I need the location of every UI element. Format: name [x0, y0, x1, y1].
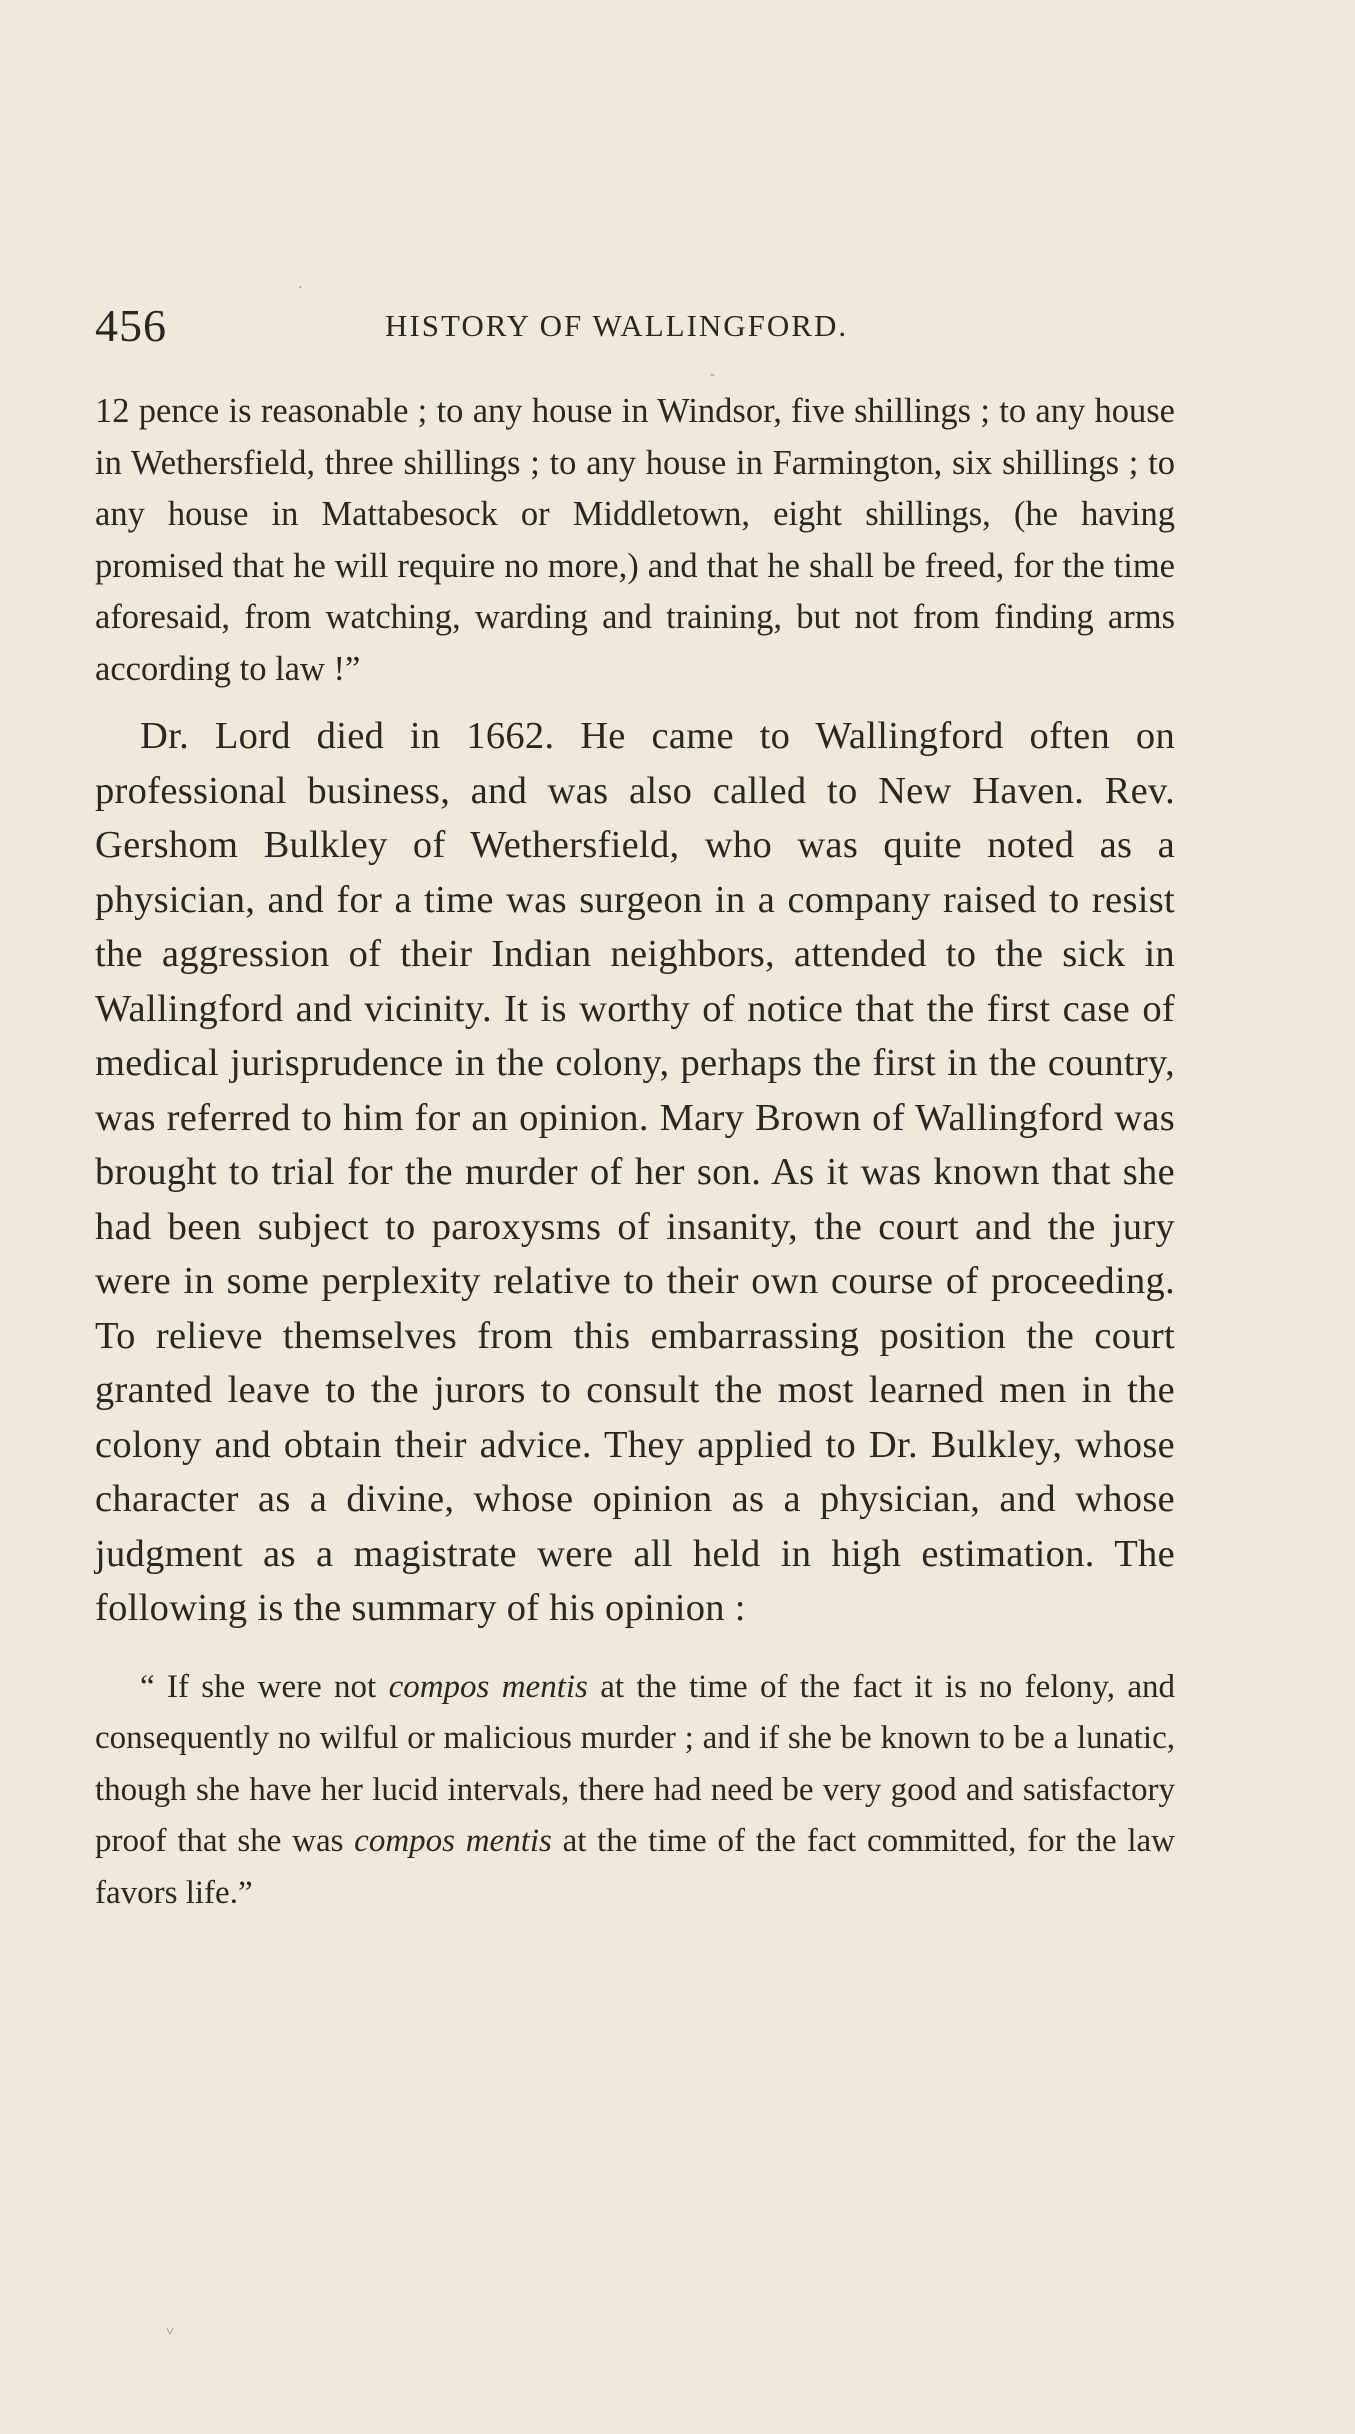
continuation-paragraph: 12 pence is reasonable ; to any house in Windsor, five shillings ; to any house in Wethersfield, three shillings ; to any house in Farmington, six shillings ; to any house in Mattabesock or Middletown, eight shillings, (he having promised that he will require no more,) and that he shall be freed, for the time aforesaid, from watching, warding and training, but not from finding arms according to law !”: [95, 392, 1175, 688]
running-head: HISTORY OF WALLINGFORD.: [385, 308, 849, 343]
quote-text: “ If she were not: [140, 1668, 389, 1705]
quote-italic: compos mentis: [388, 1668, 588, 1705]
block-quote: [95, 1662, 1175, 1920]
specks: -: [710, 367, 715, 382]
specks: ·: [298, 281, 303, 296]
page-body: [95, 386, 1175, 1919]
page-number: 456: [95, 300, 167, 351]
quote-italic: compos mentis: [354, 1823, 552, 1859]
quote-text: at the time of the fact it is no felony, and consequently no wilful or malicious murder ; and if she be known to be a lunatic, though she have her lucid intervals, there had need be very good and satisfactory proof that she was: [95, 1668, 1175, 1859]
page-header: [95, 296, 1175, 356]
specks: ˅: [166, 2325, 174, 2340]
quote-text: at the time of the fact committed, for the law favors life.”: [95, 1823, 1175, 1911]
body-paragraph: Dr. Lord died in 1662. He came to Wallingford often on professional business, and was also called to New Haven. Rev. Gershom Bulkley of Wethersfield, who was quite noted as a physician, and for a time was surgeon in a company raised to resist the aggression of their Indian neighbors, attended to the sick in Wallingford and vicinity. It is worthy of notice that the first case of medical jurisprudence in the colony, perhaps the first in the country, was referred to him for an opinion. Mary Brown of Wallingford was brought to trial for the murder of her son. As it was known that she had been subject to paroxysms of insanity, the court and the jury were in some perplexity relative to their own course of proceeding. To relieve themselves from this embarrassing position the court granted leave to the jurors to consult the most learned men in the colony and obtain their advice. They applied to Dr. Bulkley, whose character as a divine, whose opinion as a physician, and whose judgment as a magistrate were all held in high estimation. The following is the summary of his opinion :: [95, 715, 1175, 1629]
